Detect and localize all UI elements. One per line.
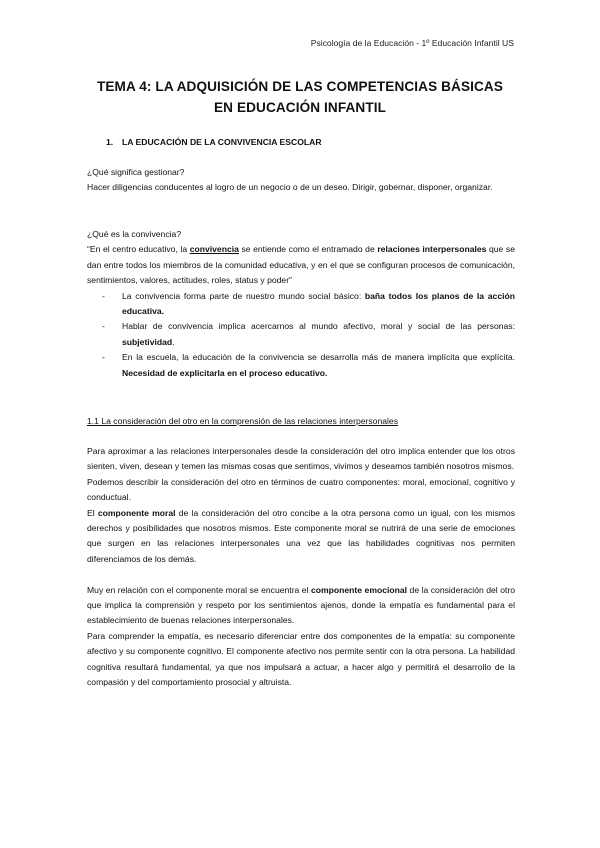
gestionar-block xyxy=(87,165,515,196)
page-header: Psicología de la Educación - 1º Educación Infantil US xyxy=(310,38,514,48)
list-item: - La convivencia forma parte de nuestro mundo social básico: baña todos los planos de la acción educativa. xyxy=(102,290,515,317)
gestionar-answer: Hacer diligencias conducentes al logro de un negocio o de un deseo. Dirigir, gobernar, disponer, organizar. xyxy=(87,182,493,193)
document-title xyxy=(60,76,540,118)
convivencia-quote: “En el centro educativo, la convivencia se entiende como el entramado de relaciones interpersonales que se dan entre todos los miembros de la comunidad educativa, y en el que se configuran procesos de comunicación, sentimientos, valores, actitudes, roles, status y poder” xyxy=(87,244,515,286)
title-line-2: EN EDUCACIÓN INFANTIL xyxy=(213,100,387,115)
list-item: - En la escuela, la educación de la convivencia se desarrolla más de manera implícita que explícita. Necesidad de explicitarla en el proceso educativo. xyxy=(102,352,515,378)
componente-emocional-term: componente emocional xyxy=(310,584,408,595)
convivencia-question: ¿Qué es la convivencia? xyxy=(87,229,182,239)
subsection-heading xyxy=(87,414,515,429)
componente-moral-term: componente moral xyxy=(97,507,176,518)
section-heading xyxy=(106,137,322,147)
paragraph-4: Muy en relación con el componente moral se encuentra el componente emocional de la consideración del otro que implica la comprensión y respeto por los sentimientos ajenos, donde la empatía es fundamental para el establecimiento de buenas relaciones interpersonales. xyxy=(87,584,515,626)
subsection-title: 1.1 La consideración del otro en la comprensión de las relaciones interpersonales xyxy=(87,416,398,426)
convivencia-block xyxy=(87,227,515,381)
section-number: 1. xyxy=(106,137,114,147)
relaciones-term: relaciones interpersonales xyxy=(377,244,487,255)
consideracion-block xyxy=(87,444,515,690)
paragraph-1: Para aproximar a las relaciones interpersonales desde la consideración del otro implica entender que los otros sienten, viven, desean y temen las mismas cosas que sentimos, vivimos y deseamos también nosotros mismos. xyxy=(87,446,515,472)
section-label: LA EDUCACIÓN DE LA CONVIVENCIA ESCOLAR xyxy=(122,137,322,147)
gestionar-question: ¿Qué significa gestionar? xyxy=(87,167,185,177)
paragraph-5: Para comprender la empatía, es necesario diferenciar entre dos componentes de la empatía: su componente afectivo y su componente cognitivo. El componente afectivo nos permite sentir con la otra persona. La habilidad cognitiva resultará fundamental, ya que nos impulsará a actuar, a hacer algo y permitirá el desarrollo de la compasión y del comportamiento prosocial y altruista. xyxy=(87,630,515,688)
paragraph-2: Podemos describir la consideración del otro en términos de cuatro componentes: moral, emocional, cognitivo y conductual. xyxy=(87,476,515,503)
paragraph-3: El componente moral de la consideración del otro concibe a la otra persona como un igual, con los mismos derechos y posibilidades que nosotros mismos. Este componente moral se nutrirá de una serie de emociones que surgen en las relaciones interpersonales una vez que las habilidades cognitivas nos permiten diferenciamos de los demás. xyxy=(87,507,515,564)
convivencia-bullets xyxy=(87,289,515,381)
list-item: - Hablar de convivencia implica acercarnos al mundo afectivo, moral y social de las personas: subjetividad. xyxy=(102,321,515,347)
title-line-1: TEMA 4: LA ADQUISICIÓN DE LAS COMPETENCIAS BÁSICAS xyxy=(96,79,504,94)
convivencia-term: convivencia xyxy=(189,244,239,255)
